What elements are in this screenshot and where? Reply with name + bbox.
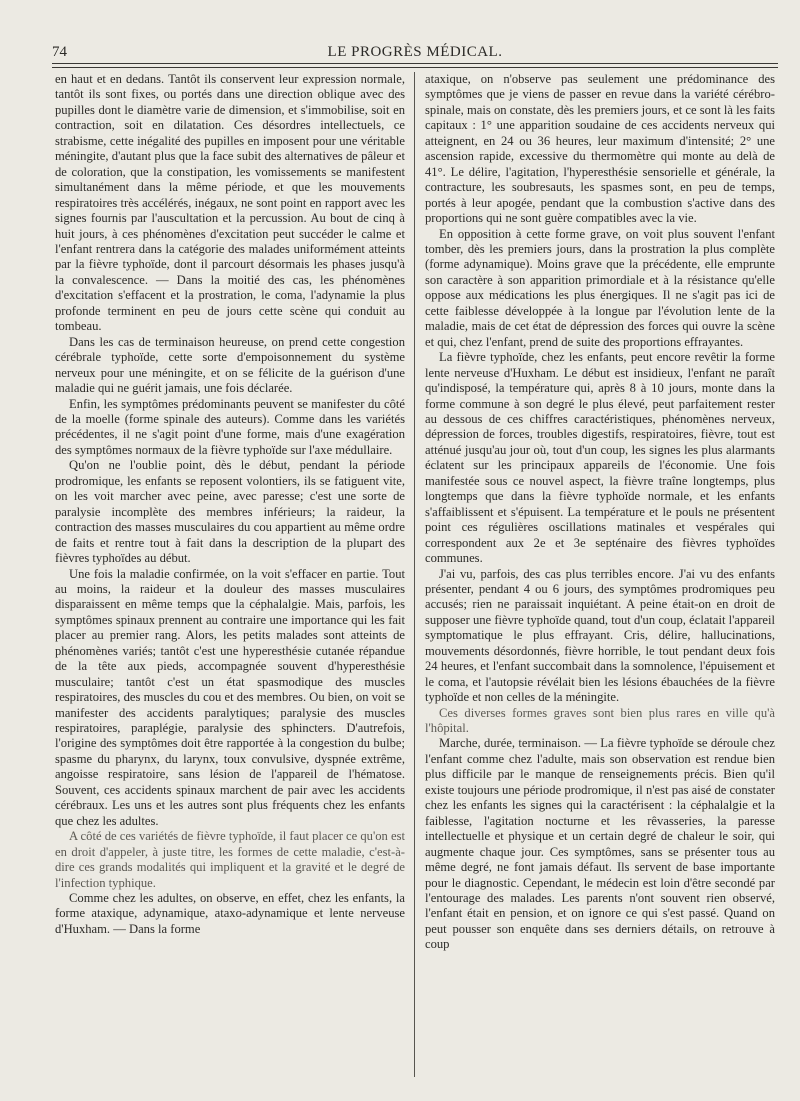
paragraph: J'ai vu, parfois, des cas plus terribles encore. J'ai vu des enfants présenter, pendant 4 ou 6 jours, des symptômes prodromiques peu accusés; rien ne paraissait inquiétant. A peine était-on en droit de supposer une fièvre typhoïde quand, tout d'un coup, éclatait l'appareil symptomatique le plus effrayant. Cris, délire, hallucinations, mouvements désordonnés, fièvre horrible, le tout pendant deux fois 24 heures, et l'enfant succombait dans la somnolence, l'épuisement et le coma, et l'autopsie révélait bien les lésions ébauchées de la fièvre typhoïde et non celles de la méningite.: [425, 566, 775, 705]
paragraph: Dans les cas de terminaison heureuse, on prend cette congestion cérébrale typhoïde, cette sorte d'empoisonnement du système nerveux pour une méningite, et on se félicite de la guérison d'une maladie qui ne guérit jamais, une fois déclarée.: [55, 334, 405, 396]
left-column: [55, 72, 405, 1082]
paragraph: Qu'on ne l'oublie point, dès le début, pendant la période prodromique, les enfants se reposent volontiers, ils se fatiguent vite, on les voit marcher avec peine, avec paresse; c'est une sorte de paralysie incomplète des membres inférieurs; la raideur, la contraction des masses musculaires du cou appartient au même ordre de faits et rentre tout à fait dans la description de la plupart des fièvres typhoïdes au début.: [55, 458, 405, 566]
paragraph: en haut et en dedans. Tantôt ils conservent leur expression normale, tantôt ils sont fixes, ou portés dans une direction oblique avec des pupilles dont le diamètre varie de dimension, et s'immobilise, soit en contraction, soit en dilatation. Ces désordres intellectuels, ce strabisme, cette inégalité des pupilles en imposent pour une véritable méningite, d'autant plus que la face subit des alternatives de pâleur et de coloration, que la constipation, les vomissements se manifestent simultanément dans la même période, et que les mouvements respiratoires très accélérés, inégaux, ne sont point en rapport avec les signes fournis par l'auscultation et la percussion. Au bout de cinq à huit jours, à ces phénomènes d'excitation peut succéder le calme et l'enfant rentrera dans la catégorie des malades uniformément atteints par la fièvre typhoïde, dont il parcourt désormais les phases jusqu'à la convalescence. — Dans la moitié des cas, les phénomènes d'excitation s'effacent et la prostration, le coma, l'adynamie la plus profonde terminent en peu de jours cette scène qui conduit au tombeau.: [55, 72, 405, 334]
paragraph: Comme chez les adultes, on observe, en effet, chez les enfants, la forme ataxique, adynamique, ataxo-adynamique et lente nerveuse d'Huxham. — Dans la forme: [55, 891, 405, 936]
paragraph: A côté de ces variétés de fièvre typhoïde, il faut placer ce qu'on est en droit d'appeler, à juste titre, les formes de cette maladie, c'est-à-dire ces grands modalités qui impliquent et la gravité et le degré de l'infection typhique.: [55, 829, 405, 890]
paragraph: Ces diverses formes graves sont bien plus rares en ville qu'à l'hôpital.: [425, 705, 775, 736]
paragraph: Enfin, les symptômes prédominants peuvent se manifester du côté de la moelle (forme spinale des auteurs). Comme dans les variétés précédentes, il ne s'agit point d'une forme, mais d'une exagération des symptômes normaux de la fièvre typhoïde sur l'axe médullaire.: [55, 396, 405, 457]
paragraph: En opposition à cette forme grave, on voit plus souvent l'enfant tomber, dès les premiers jours, dans la prostration la plus complète (forme adynamique). Moins grave que la précédente, elle emprunte son caractère à son apparition primordiale et à la résistance qu'elle oppose aux médications les plus énergiques. Il ne s'agit pas ici de cette faiblesse développée à la longue par l'évolution lente de la maladie, mais de cet état de dépression des forces qui ouvre la scène et qui, chez l'enfant, prend de suite des proportions effrayantes.: [425, 226, 775, 349]
paragraph: ataxique, on n'observe pas seulement une prédominance des symptômes que je viens de passer en revue dans la variété cérébro-spinale, mais on constate, dès les premiers jours, et ce sont là les faits capitaux : 1° une apparition soudaine de ces accidents nerveux qui atteignent, en 24 ou 36 heures, leur maximum d'intensité; 2° une ascension rapide, excessive du thermomètre qui monte au delà de 41°. Le délire, l'agitation, l'hyperesthésie sensorielle et générale, la contracture, les soubresauts, les spasmes sont, en peu de temps, portés à leur apogée, pendant que la combustion s'active dans des proportions qui ne sont guère compatibles avec la vie.: [425, 72, 775, 226]
header-rule-secondary: [52, 67, 778, 68]
header-rule: [52, 63, 778, 64]
column-divider: [414, 72, 415, 1077]
page-header: [52, 36, 778, 62]
right-column: [425, 72, 775, 1082]
paragraph: Marche, durée, terminaison. — La fièvre typhoïde se déroule chez l'enfant comme chez l'adulte, mais son observation est rendue bien plus difficile par le manque de renseignements précis. Bien qu'il existe toujours une période prodromique, il n'est pas aisé de constater chez les enfants les signes qui la caractérisent : la céphalalgie et la faiblesse, l'agitation nocturne et les rêvasseries, la paresse intellectuelle et physique et un certain degré de chaleur le soir, qui augmente chaque jour. Ces symptômes, sans se présenter tous au même degré, ne font jamais défaut. Ils servent de base importante pour le diagnostic. Cependant, le médecin est loin d'être secondé par l'entourage des malades. Les parents n'ont souvent rien observé, l'enfant était en pension, et on ignore ce qui s'est passé. Quand on peut pousser son enquête dans ses derniers détails, on retrouve à coup: [425, 736, 775, 952]
paragraph: La fièvre typhoïde, chez les enfants, peut encore revêtir la forme lente nerveuse d'Huxham. Le début est insidieux, l'enfant ne paraît qu'indisposé, la température qui, après 8 à 10 jours, monte dans la forme commune à son degré le plus élevé, peut parfaitement rester au dessous de ces chiffres caractéristiques, phénomènes nerveux, dépression de forces, troubles digestifs, respiratoires, fièvre, tout est atténué jusqu'au jour où, tout d'un coup, les signes les plus alarmants éclatent sur les principaux appareils de l'économie. Une fois manifestée sous ce nouvel aspect, la fièvre traîne longtemps, plus longtemps que dans la fièvre typhoïde normale, et les enfants s'affaiblissent et s'épuisent. La température et le pouls ne présentent point ces régulières oscillations matinales et vespérales qui correspondent aux 2e et 3e septénaire des fièvres typhoïdes communes.: [425, 350, 775, 566]
paragraph: Une fois la maladie confirmée, on la voit s'effacer en partie. Tout au moins, la raideur et la douleur des masses musculaires disparaissent en même temps que la céphalalgie. Mais, parfois, les symptômes spinaux prennent au contraire une importance qui les fait placer au premier rang. Alors, les petits malades sont atteints de phénomènes variés; tantôt c'est une hyperesthésie cutanée répandue de la tête aux pieds, accompagnée souvent d'hyperesthésie musculaire; tantôt c'est un état spasmodique des muscles respiratoires, des muscles du cou et des membres. Ou bien, on voit se manifester des accidents paralytiques; paralysie des muscles respiratoires, paraplégie, paralysie des sphincters. D'autrefois, l'origine des symptômes doit être rapportée à la congestion du bulbe; spasme du pharynx, du larynx, toux convulsive, dyspnée extrême, angoisse respiratoire, sans lésion de l'appareil de l'hématose. Souvent, ces accidents spinaux marchent de pair avec les accidents cérébraux. Les uns et les autres sont plus fréquents chez les enfants que chez les adultes.: [55, 566, 405, 828]
page-number: 74: [52, 44, 67, 60]
journal-title: LE PROGRÈS MÉDICAL.: [327, 44, 503, 60]
